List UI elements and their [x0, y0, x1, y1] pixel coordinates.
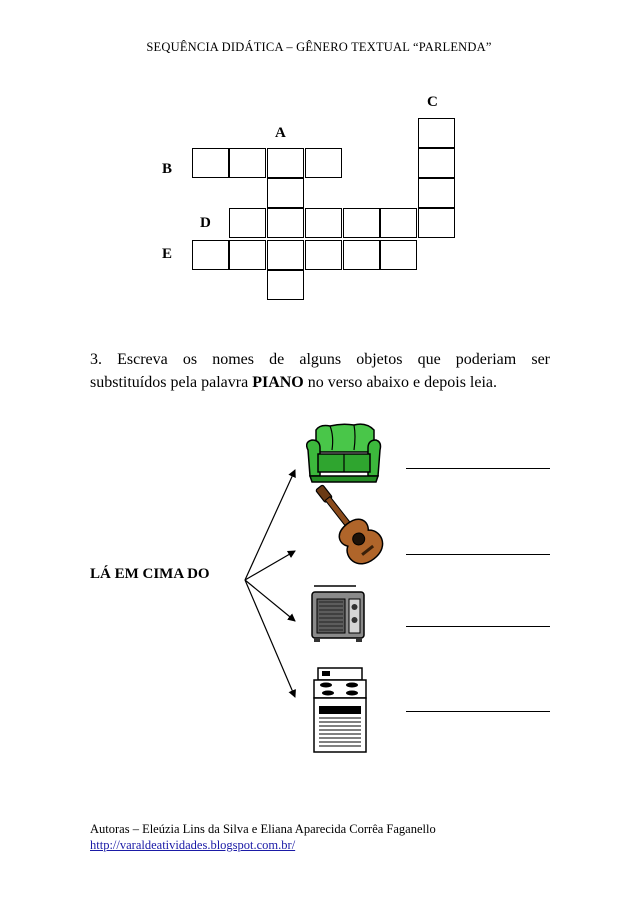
answer-line-1[interactable] [406, 468, 550, 469]
arrow-to-radio [245, 580, 295, 621]
clue-label-c: C [427, 94, 438, 110]
question-3-line-2-start: substituídos pela palavra [90, 374, 253, 391]
question-3-line-1: 3. Escreva os nomes de alguns objetos que poderiam ser [90, 351, 550, 368]
page-header: SEQUÊNCIA DIDÁTICA – GÊNERO TEXTUAL “PARLENDA” [146, 40, 492, 54]
footer-link[interactable]: http://varaldeatividades.blogspot.com.br/ [90, 838, 296, 852]
arrow-to-stove [245, 580, 295, 697]
arrow-to-guitar [245, 551, 295, 580]
footer-authors: Autoras – Eleúzia Lins da Silva e Eliana Aparecida Corrêa Faganello [90, 822, 436, 836]
clue-label-a: A [275, 125, 286, 141]
clue-label-e: E [162, 246, 173, 262]
clue-label-d: D [200, 215, 211, 231]
sofa-icon [304, 422, 382, 484]
verse-text: LÁ EM CIMA DO [90, 566, 210, 582]
radio-icon [306, 582, 368, 644]
keyword-piano: PIANO [252, 374, 304, 391]
guitar-icon [304, 480, 390, 568]
arrow-to-sofa [245, 470, 295, 580]
answer-line-2[interactable] [406, 554, 550, 555]
answer-line-3[interactable] [406, 626, 550, 627]
clue-label-b: B [162, 161, 173, 177]
question-3-line-2-end: no verso abaixo e depois leia. [303, 374, 498, 391]
stove-icon [310, 666, 370, 756]
answer-line-4[interactable] [406, 711, 550, 712]
